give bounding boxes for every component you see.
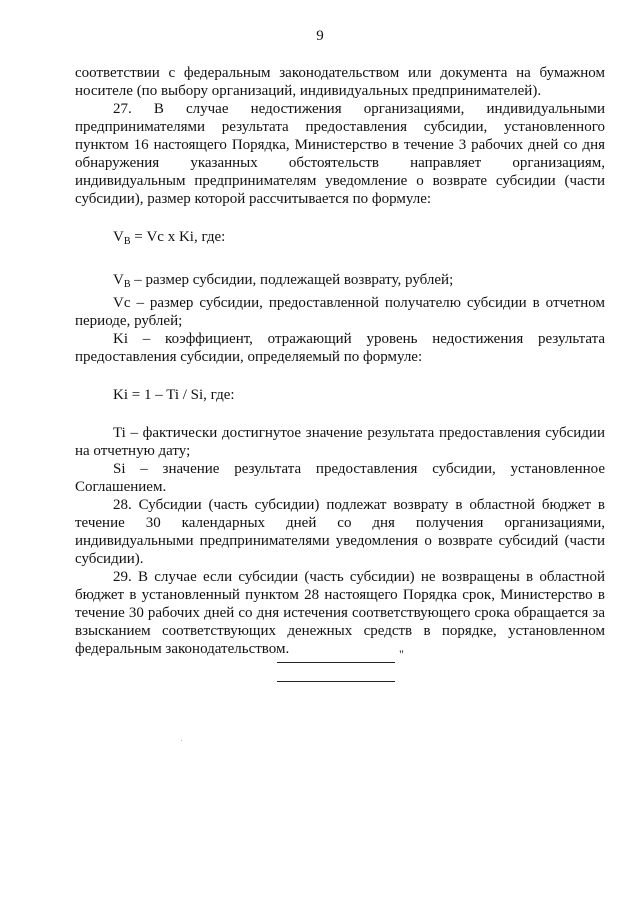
formula-ki: Ki = 1 – Ti / Si, где: (113, 387, 235, 403)
definition-vb-text: – размер субсидии, подлежащей возврату, рублей; (130, 272, 454, 288)
closing-rule-bottom (277, 681, 395, 682)
definition-vb (75, 271, 605, 294)
scan-speck (181, 740, 182, 741)
closing-quote-mark: " (399, 647, 404, 661)
closing-rule-top (277, 662, 395, 663)
definition-vb-subscript: В (123, 279, 131, 290)
paragraph-27: 27. В случае недостижения организациями, индивидуальными предпринимателями результата предоставления субсидии, установленного пунктом 16 настоящего Порядка, Министерство в течение 3 рабочих дней со дня обнаружения указанных обстоятельств направляет организациям, индивидуальным предпринимателям уведомление о возврате субсидии (части субсидии), размер которой рассчитывается по формуле: (75, 101, 605, 207)
paragraph-continuation: соответствии с федеральным законодательством или документа на бумажном носителе (по выбору организаций, индивидуальных предпринимателей). (75, 65, 605, 99)
formula-return-amount (75, 228, 605, 251)
formula-v-symbol: V (113, 229, 124, 245)
definition-vc: Vc – размер субсидии, предоставленной получателю субсидии в отчетном периоде, рублей; (75, 295, 605, 329)
document-body (75, 64, 605, 658)
paragraph-29: 29. В случае если субсидии (часть субсидии) не возвращены в областной бюджет в установленный пунктом 28 настоящего Порядка срок, Министерство в течение 30 рабочих дней со дня истечения соответствующего срока обращается за взысканием соответствующих денежных средств в порядке, установленном федеральным законодательством. (75, 569, 605, 657)
definition-si: Si – значение результата предоставления субсидии, установленное Соглашением. (75, 461, 605, 495)
paragraph-28: 28. Субсидии (часть субсидии) подлежат возврату в областной бюджет в течение 30 календарных дней со дня получения организациями, индивидуальными предпринимателями уведомления о возврате субсидий (части субсидии). (75, 497, 605, 567)
definition-vb-symbol: V (113, 272, 124, 288)
formula-expression: = Vc x Ki, где: (130, 229, 226, 245)
definition-ti: Ti – фактически достигнутое значение результата предоставления субсидии на отчетную дату; (75, 425, 605, 459)
page-number: 9 (316, 28, 324, 44)
definition-ki: Ki – коэффициент, отражающий уровень недостижения результата предоставления субсидии, определяемый по формуле: (75, 331, 605, 365)
formula-v-subscript: В (123, 236, 131, 247)
